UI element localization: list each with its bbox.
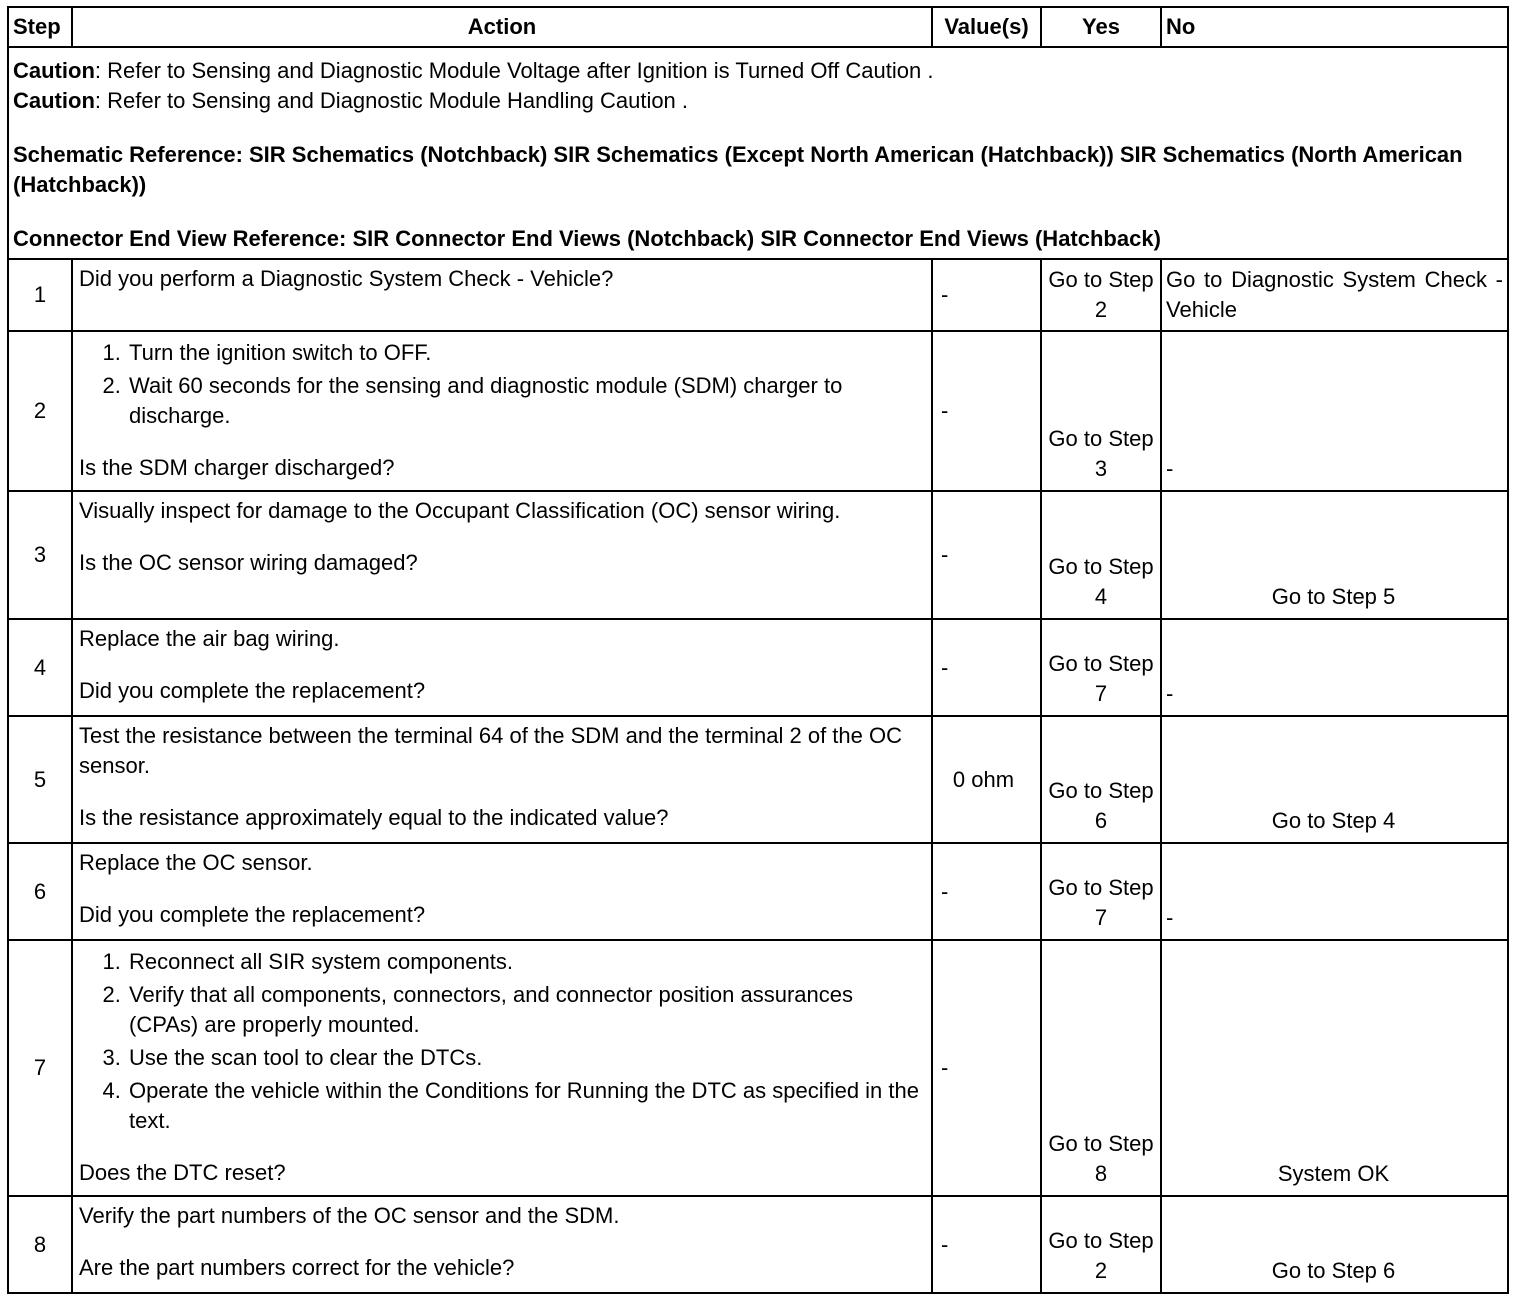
header-step: Step	[8, 7, 72, 47]
action-text: Replace the air bag wiring.	[79, 626, 340, 651]
step-number: 6	[8, 843, 72, 940]
value-cell: -	[932, 1196, 1041, 1293]
yes-cell: Go to Step 7	[1041, 619, 1161, 716]
action-text: Replace the OC sensor.	[79, 850, 313, 875]
action-question: Is the resistance approximately equal to the indicated value?	[79, 805, 669, 830]
table-row	[8, 491, 1508, 619]
schematic-reference	[13, 140, 1503, 200]
action-cell	[72, 331, 932, 491]
list-item: 2. Wait 60 seconds for the sensing and diagnostic module (SDM) charger to discharge.	[127, 371, 925, 431]
yes-cell: Go to Step 4	[1041, 491, 1161, 619]
no-cell: -	[1161, 843, 1508, 940]
yes-cell: Go to Step 2	[1041, 1196, 1161, 1293]
table-row	[8, 843, 1508, 940]
info-cell	[8, 47, 1508, 259]
step-number: 2	[8, 331, 72, 491]
schematic-text: : SIR Schematics (Notchback) SIR Schematics (Except North American (Hatchback)) SIR Schematics (North American (Hatchback))	[13, 142, 1463, 197]
action-text: Verify the part numbers of the OC sensor and the SDM.	[79, 1203, 620, 1228]
caution-1	[13, 56, 1503, 86]
action-text: Visually inspect for damage to the Occupant Classification (OC) sensor wiring.	[79, 498, 841, 523]
action-cell	[72, 259, 932, 331]
action-question: Did you complete the replacement?	[79, 678, 426, 703]
action-text: Test the resistance between the terminal 64 of the SDM and the terminal 2 of the OC sensor.	[79, 723, 902, 778]
action-cell	[72, 619, 932, 716]
header-yes: Yes	[1041, 7, 1161, 47]
list-item: 3. Use the scan tool to clear the DTCs.	[127, 1043, 925, 1073]
caution-label: Caution	[13, 58, 95, 83]
connector-reference	[13, 224, 1503, 254]
step-number: 5	[8, 716, 72, 843]
value-cell: -	[932, 843, 1041, 940]
no-cell: Go to Step 5	[1161, 491, 1508, 619]
no-cell: Go to Step 4	[1161, 716, 1508, 843]
diagnostic-table	[7, 6, 1509, 1294]
step-number: 8	[8, 1196, 72, 1293]
table-row	[8, 331, 1508, 491]
table-row	[8, 940, 1508, 1196]
header-action: Action	[72, 7, 932, 47]
caution-2-text: : Refer to Sensing and Diagnostic Module Handling Caution .	[94, 88, 689, 113]
action-cell	[72, 940, 932, 1196]
step-number: 3	[8, 491, 72, 619]
caution-label: Caution	[13, 88, 95, 113]
value-cell: -	[932, 619, 1041, 716]
no-cell: Go to Diagnostic System Check - Vehicle	[1161, 259, 1508, 331]
list-item: 1. Turn the ignition switch to OFF.	[127, 338, 925, 368]
action-question: Is the OC sensor wiring damaged?	[79, 550, 418, 575]
table-row	[8, 259, 1508, 331]
action-cell	[72, 491, 932, 619]
value-cell: -	[932, 259, 1041, 331]
yes-cell: Go to Step 7	[1041, 843, 1161, 940]
action-question: Are the part numbers correct for the vehicle?	[79, 1255, 515, 1280]
value-cell: -	[932, 940, 1041, 1196]
step-number: 1	[8, 259, 72, 331]
action-question: Did you complete the replacement?	[79, 902, 426, 927]
yes-cell: Go to Step 2	[1041, 259, 1161, 331]
schematic-label: Schematic Reference	[13, 142, 236, 167]
header-row	[8, 7, 1508, 47]
step-number: 4	[8, 619, 72, 716]
action-question: Does the DTC reset?	[79, 1160, 286, 1185]
table-row	[8, 716, 1508, 843]
caution-1-text: : Refer to Sensing and Diagnostic Module Voltage after Ignition is Turned Off Caution .	[94, 58, 934, 83]
yes-cell: Go to Step 8	[1041, 940, 1161, 1196]
caution-2	[13, 86, 1503, 116]
list-item: 2. Verify that all components, connectors, and connector position assurances (CPAs) are properly mounted.	[127, 980, 925, 1040]
action-cell	[72, 843, 932, 940]
info-row	[8, 47, 1508, 259]
no-cell: Go to Step 6	[1161, 1196, 1508, 1293]
yes-cell: Go to Step 6	[1041, 716, 1161, 843]
no-cell: -	[1161, 331, 1508, 491]
value-cell: -	[932, 331, 1041, 491]
value-cell: -	[932, 491, 1041, 619]
value-cell: 0 ohm	[932, 716, 1041, 843]
action-question: Is the SDM charger discharged?	[79, 455, 395, 480]
header-values: Value(s)	[932, 7, 1041, 47]
action-list	[79, 338, 925, 431]
action-cell	[72, 716, 932, 843]
connector-text: : SIR Connector End Views (Notchback) SIR Connector End Views (Hatchback)	[339, 226, 1161, 251]
step-number: 7	[8, 940, 72, 1196]
connector-label: Connector End View Reference	[13, 226, 340, 251]
no-cell: System OK	[1161, 940, 1508, 1196]
list-item: 4. Operate the vehicle within the Conditions for Running the DTC as specified in the text.	[127, 1076, 925, 1136]
action-text: Did you perform a Diagnostic System Check - Vehicle?	[79, 266, 614, 291]
action-cell	[72, 1196, 932, 1293]
no-cell: -	[1161, 619, 1508, 716]
action-list	[79, 947, 925, 1136]
table-row	[8, 619, 1508, 716]
header-no: No	[1161, 7, 1508, 47]
list-item: 1. Reconnect all SIR system components.	[127, 947, 925, 977]
yes-cell: Go to Step 3	[1041, 331, 1161, 491]
table-row	[8, 1196, 1508, 1293]
